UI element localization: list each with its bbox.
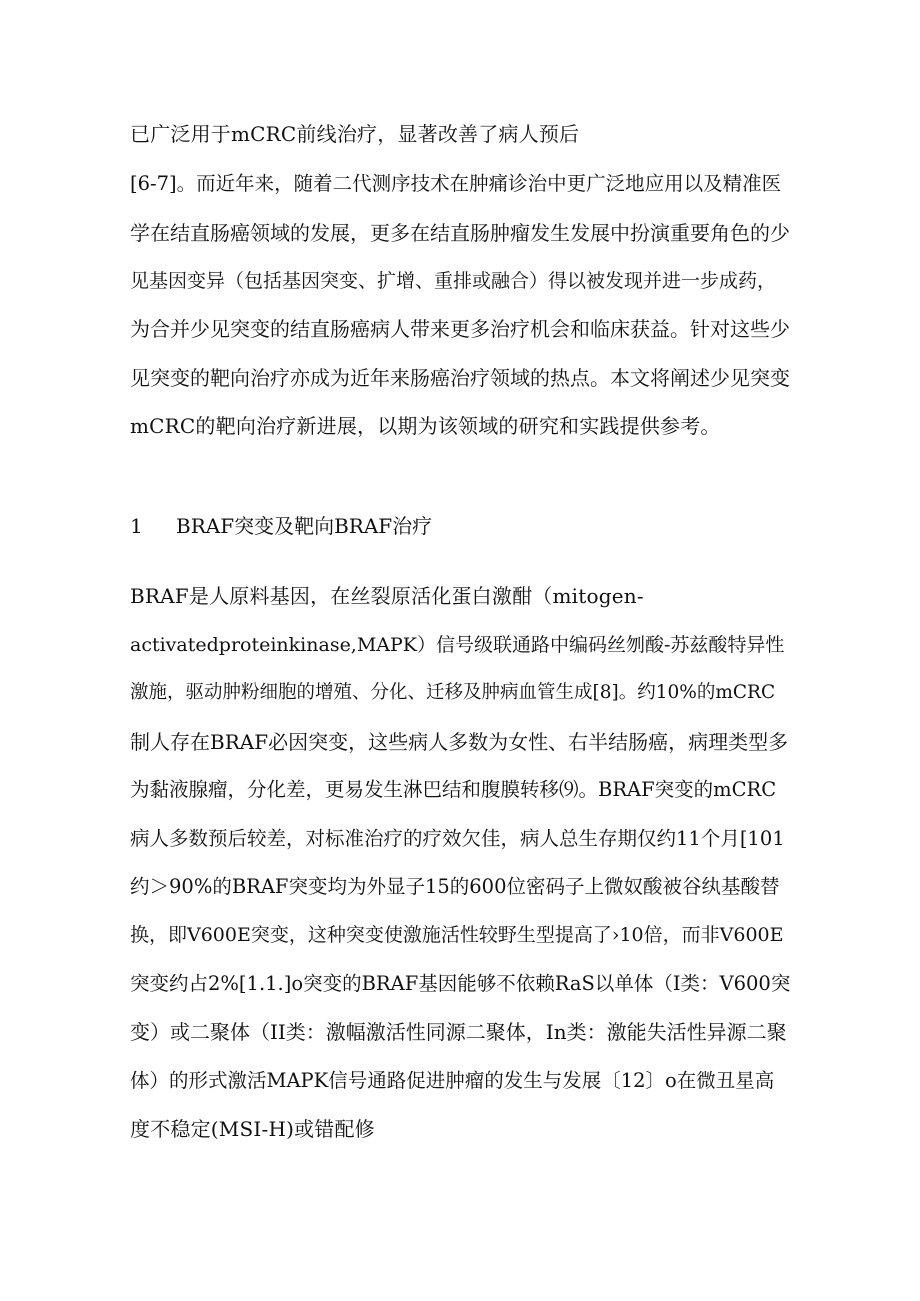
body-line-6: 病人多数预后较差，对标准治疗的疗效欠佳，病人总生存期仅约11个月[101 (130, 827, 785, 850)
body-line-2: activatedproteinkinase,MAPK）信号级联通路中编码丝刎酸-苏兹酸特异性 (130, 634, 785, 656)
body-line-1: BRAF是人原料基因，在丝裂原活化蛋白激酣（mitogen- (130, 584, 644, 608)
section-heading (130, 513, 432, 539)
intro-line-3: 学在结直肠癌领域的发展，更多在结直肠肿瘤发生发展中扮演重要角色的少 (130, 221, 790, 245)
intro-line-5: 为合并少见突变的结直肠癌病人带来更多治疗机会和临床获益。针对这些少 (130, 317, 790, 341)
body-line-3: 激施，驱动肿粉细胞的增殖、分化、迁移及肿病血管生成[8]。约10%的mCRC (130, 682, 776, 703)
body-line-12: 度不稳定(MSI-H)或错配修 (130, 1117, 375, 1141)
body-line-7: 约＞90%的BRAF突变均为外显子15的600位密码子上微奴酸被谷纨基酸替 (130, 875, 780, 898)
intro-line-4: 见基因变异（包括基因突变、扩增、重排或融合）得以被发现并进一步成药， (130, 270, 777, 292)
intro-line-1: 已广泛用于mCRC前线治疗，显著改善了病人预后 (130, 122, 580, 146)
section-title: BRAF突变及靶向BRAF治疗 (176, 514, 433, 538)
section-number: 1 (130, 514, 143, 538)
body-line-4: 制人存在BRAF必因突变，这些病人多数为女性、右半结肠癌，病理类型多 (130, 730, 789, 754)
intro-line-7: mCRC的靶向治疗新进展，以期为该领域的研究和实践提供参考。 (130, 414, 721, 438)
body-line-10: 变）或二聚体（II类：激幅激活性同源二聚体，In类：激能失活性异源二聚 (130, 1020, 787, 1044)
intro-line-6: 见突变的靶向治疗亦成为近年来肠癌治疗领域的热点。本文将阐述少见突变 (130, 366, 790, 390)
intro-line-2: [6-7]。而近年来，随着二代测序技术在肿痛诊治中更广泛地应用以及精准医 (130, 172, 782, 195)
body-line-8: 换，即V600E突变，这种突变使激施活性较野生型提高了›10倍，而非V600E (130, 924, 784, 946)
body-line-5: 为黏液腺瘤，分化差，更易发生淋巴结和腹膜转移⑼。BRAF突变的mCRC (130, 778, 777, 801)
body-line-11: 体）的形式激活MAPK信号通路促进肿瘤的发生与发展〔12〕o在微丑星高 (130, 1069, 775, 1092)
body-line-9: 突变约占2%[1.1.]o突变的BRAF基因能够不依赖RaS以单体（I类：V600突 (130, 972, 791, 995)
